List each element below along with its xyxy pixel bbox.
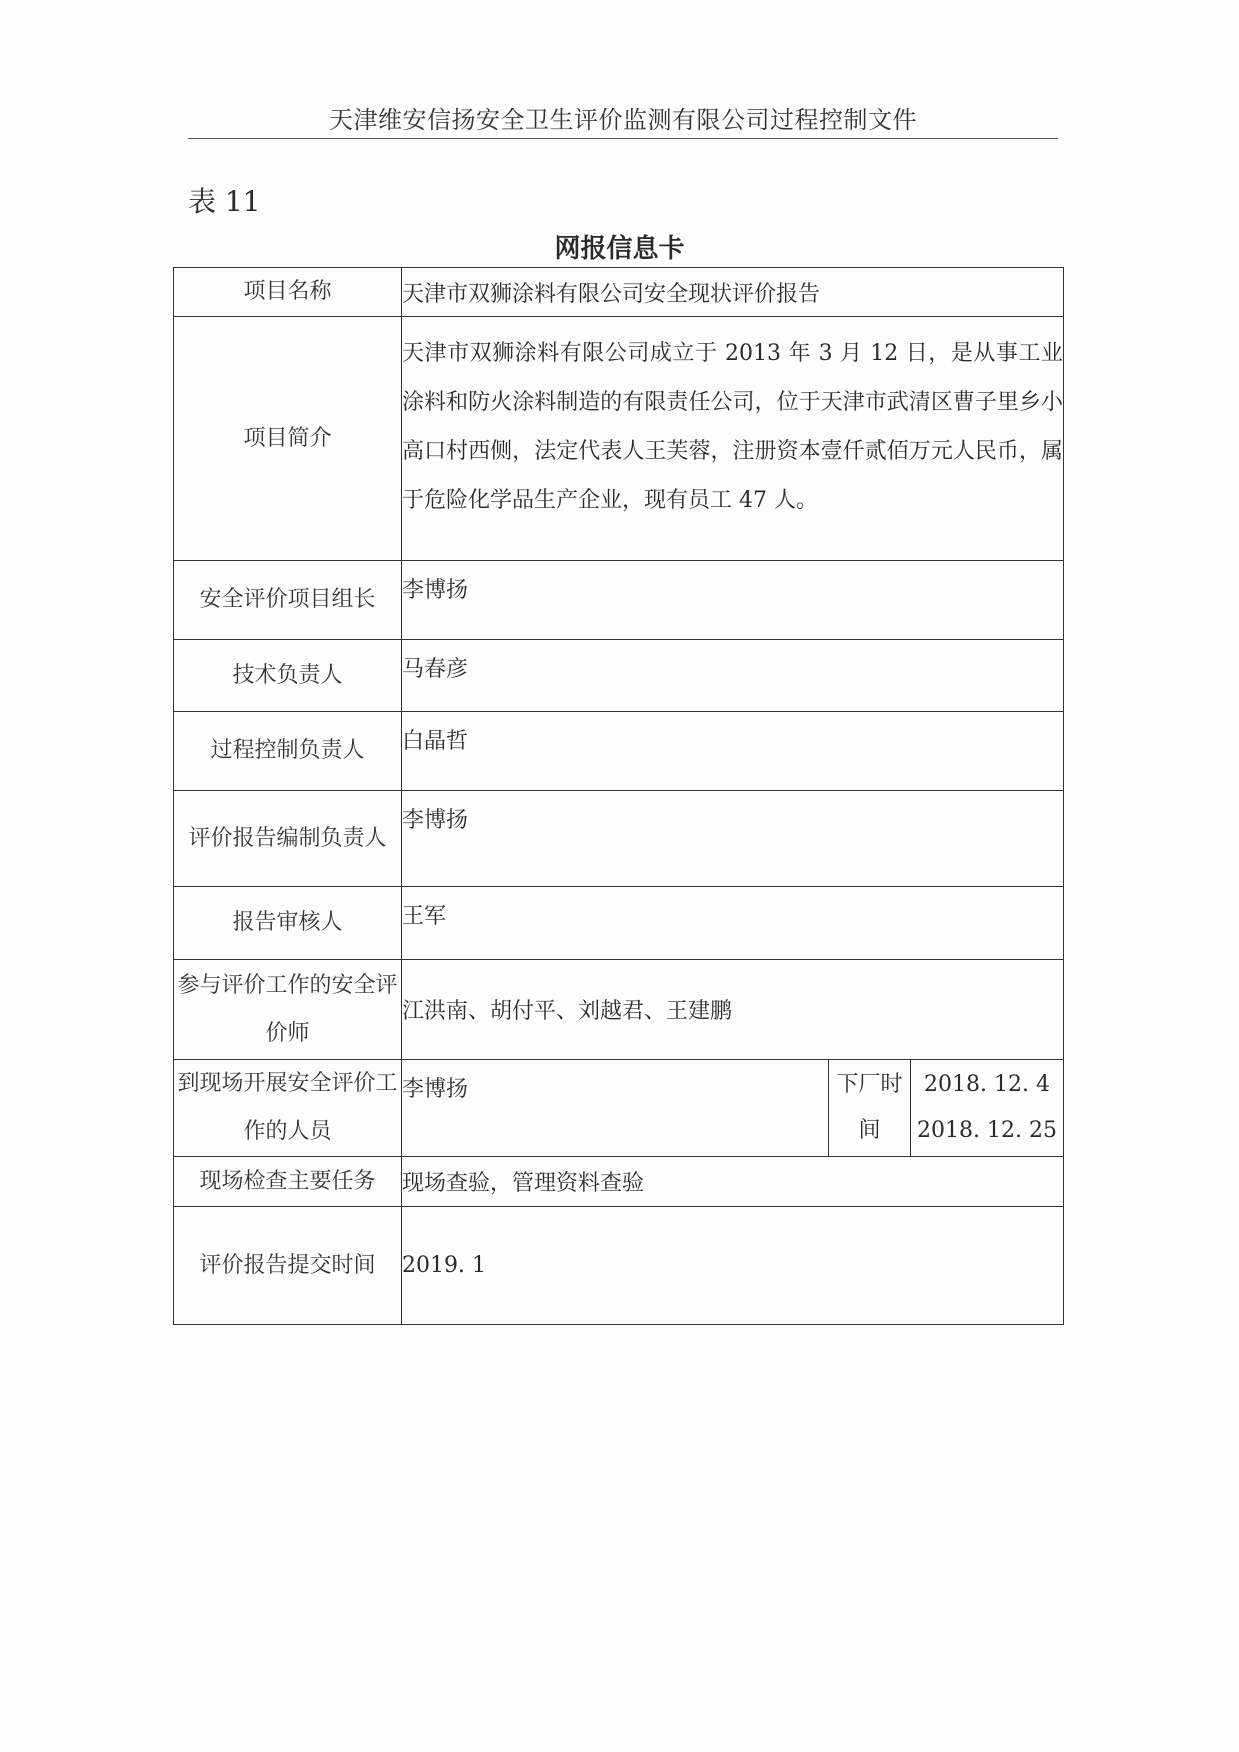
site-staff-label: 到现场开展安全评价工作的人员 (174, 1060, 402, 1157)
table-row (174, 960, 1064, 1060)
table-row (174, 1060, 1064, 1157)
project-intro-text: 天津市双狮涂料有限公司成立于 2013 年 3 月 12 日，是从事工业涂料和防火涂料制造的有限责任公司，位于天津市武清区曹子里乡小高口村西侧，法定代表人王芙蓉，注册资本壹仟贰佰万元人民币，属于危险化学品生产企业，现有员工 47 人。 (402, 341, 1063, 513)
table-row (174, 317, 1064, 561)
card-title: 网报信息卡 (554, 234, 685, 264)
table-row (174, 561, 1064, 640)
visit-end-date: 2018. 12. 25 (917, 1118, 1057, 1143)
table-row (174, 712, 1064, 791)
info-card-table (173, 267, 1064, 1325)
table-row (174, 791, 1064, 887)
reviewer-label: 报告审核人 (174, 887, 402, 960)
process-lead-value: 白晶哲 (402, 712, 1064, 791)
tech-lead-label: 技术负责人 (174, 640, 402, 712)
submit-time-value: 2019. 1 (402, 1207, 1064, 1325)
site-tasks-label: 现场检查主要任务 (174, 1157, 402, 1207)
report-lead-value: 李博扬 (402, 791, 1064, 887)
reviewer-value: 王军 (402, 887, 1064, 960)
site-staff-value: 李博扬 (402, 1060, 829, 1157)
table-row (174, 640, 1064, 712)
site-tasks-value: 现场查验，管理资料查验 (402, 1157, 1064, 1207)
team-leader-value: 李博扬 (402, 561, 1064, 640)
assessors-label: 参与评价工作的安全评价师 (174, 960, 402, 1060)
header-divider (188, 138, 1058, 139)
team-leader-label: 安全评价项目组长 (174, 561, 402, 640)
project-intro-label: 项目简介 (174, 317, 402, 561)
document-header-title: 天津维安信扬安全卫生评价监测有限公司过程控制文件 (329, 106, 917, 134)
table-row (174, 1157, 1064, 1207)
visit-start-date: 2018. 12. 4 (924, 1072, 1050, 1097)
process-lead-label: 过程控制负责人 (174, 712, 402, 791)
visit-dates (911, 1060, 1064, 1157)
project-name-label: 项目名称 (174, 268, 402, 317)
visit-time-label: 下厂时间 (829, 1060, 911, 1157)
report-lead-label: 评价报告编制负责人 (174, 791, 402, 887)
tech-lead-value: 马春彦 (402, 640, 1064, 712)
table-number: 表 11 (188, 185, 261, 218)
submit-time-label: 评价报告提交时间 (174, 1207, 402, 1325)
table-row (174, 887, 1064, 960)
assessors-value: 江洪南、胡付平、刘越君、王建鹏 (402, 960, 1064, 1060)
table-row (174, 268, 1064, 317)
project-name-value: 天津市双狮涂料有限公司安全现状评价报告 (402, 268, 1064, 317)
table-row (174, 1207, 1064, 1325)
